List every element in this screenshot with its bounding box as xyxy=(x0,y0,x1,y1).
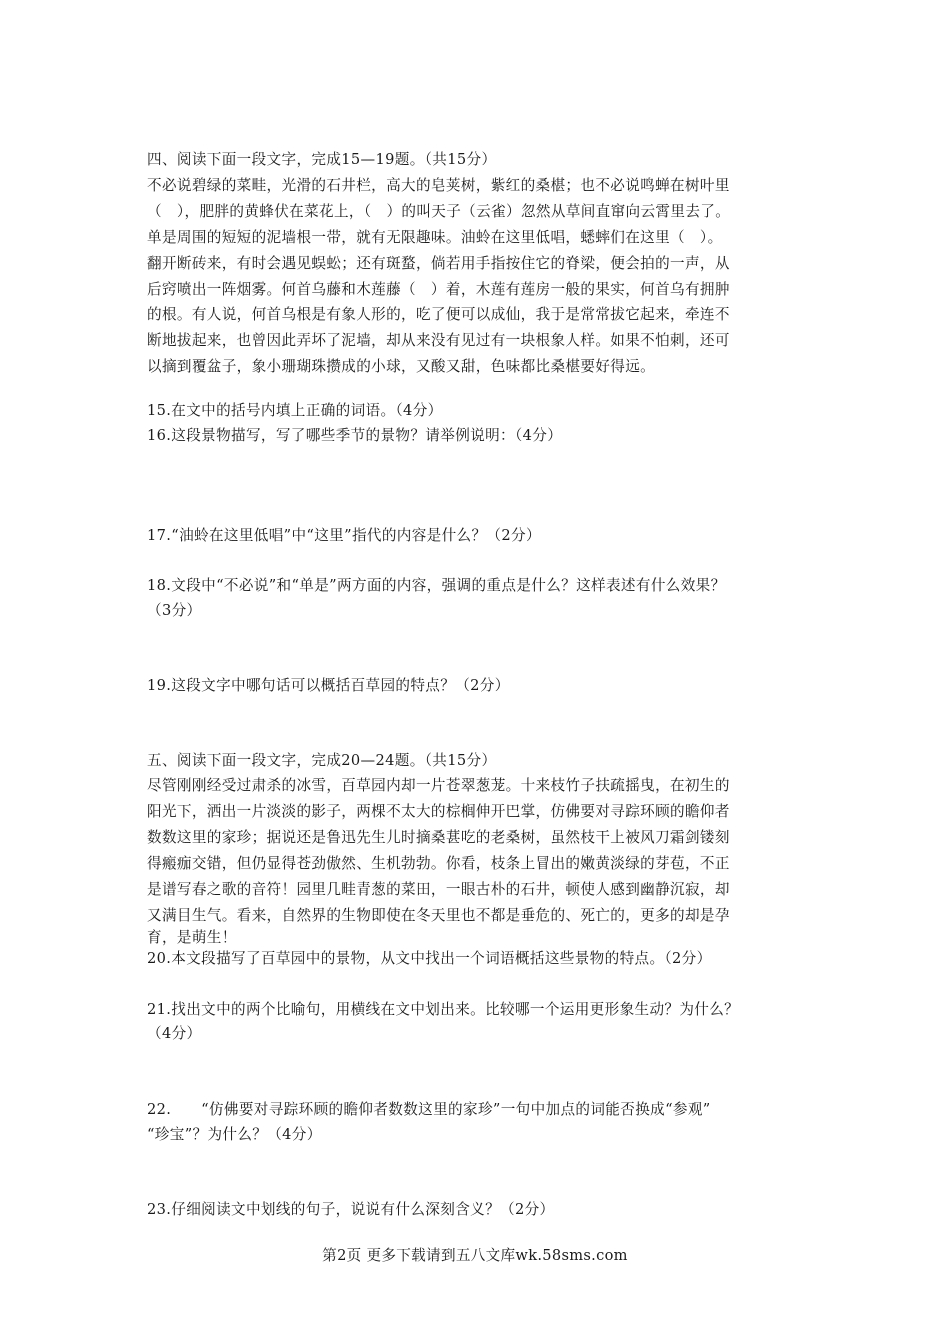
section4-passage-line: 不必说碧绿的菜畦，光滑的石井栏，高大的皂荚树，紫红的桑椹；也不必说鸣蝉在树叶里 xyxy=(147,177,730,194)
question-22: 22. “仿佛要对寻踪环顾的瞻仰者数数这里的家珍”一句中加点的词能否换成“参观” xyxy=(147,1101,711,1118)
question-15: 15.在文中的括号内填上正确的词语。（4分） xyxy=(147,402,443,419)
section5-passage-line: 数数这里的家珍；据说还是鲁迅先生儿时摘桑葚吃的老桑树，虽然枝干上被风刀霜剑镂刻 xyxy=(147,829,730,846)
question-19: 19.这段文字中哪句话可以概括百草园的特点？（2分） xyxy=(147,677,510,694)
section4-passage-line: （ ），肥胖的黄蜂伏在菜花上，（ ）的叫天子（云雀）忽然从草间直窜向云霄里去了。 xyxy=(147,203,731,220)
section4-passage-line: 单是周围的短短的泥墙根一带，就有无限趣味。油蛉在这里低唱，蟋蟀们在这里（ ）。 xyxy=(147,229,723,246)
question-16: 16.这段景物描写，写了哪些季节的景物？请举例说明：（4分） xyxy=(147,427,563,444)
section5-passage-line: 又满目生气。看来，自然界的生物即使在冬天里也不都是垂危的、死亡的，更多的却是孕 xyxy=(147,907,730,924)
section4-passage-line: 的根。有人说，何首乌根是有象人形的，吃了便可以成仙，我于是常常拔它起来，牵连不 xyxy=(147,306,730,323)
section5-passage-line: 阳光下，洒出一片淡淡的影子，两棵不太大的棕榈伸开巴掌，仿佛要对寻踪环顾的瞻仰者 xyxy=(147,803,730,820)
section5-passage-line: 育，是萌生！ xyxy=(147,929,237,946)
question-22-cont: “珍宝”？为什么？（4分） xyxy=(147,1126,322,1143)
question-20: 20.本文段描写了百草园中的景物，从文中找出一个词语概括这些景物的特点。（2分） xyxy=(147,950,712,967)
section5-passage-line: 尽管刚刚经受过肃杀的冰雪，百草园内却一片苍翠葱茏。十来枝竹子扶疏摇曳，在初生的 xyxy=(147,777,730,794)
question-18-cont: （3分） xyxy=(147,602,202,619)
section4-heading: 四、阅读下面一段文字，完成15—19题。（共15分） xyxy=(147,151,497,168)
section4-passage-line: 断地拔起来，也曾因此弄坏了泥墙，却从来没有见过有一块根象人样。如果不怕刺，还可 xyxy=(147,332,730,349)
question-21-cont: （4分） xyxy=(147,1025,202,1042)
section4-passage-line: 翻开断砖来，有时会遇见蜈蚣；还有斑蝥，倘若用手指按住它的脊梁，便会拍的一声，从 xyxy=(147,255,730,272)
section4-passage-line: 以摘到覆盆子，象小珊瑚珠攒成的小球，又酸又甜，色味都比桑椹要好得远。 xyxy=(147,358,656,375)
question-21: 21.找出文中的两个比喻句，用横线在文中划出来。比较哪一个运用更形象生动？为什么？ xyxy=(147,1001,740,1018)
section4-passage-line: 后窍喷出一阵烟雾。何首乌藤和木莲藤（ ）着，木莲有莲房一般的果实，何首乌有拥肿 xyxy=(147,281,730,298)
question-17: 17.“油蛉在这里低唱”中“这里”指代的内容是什么？（2分） xyxy=(147,527,541,544)
question-18: 18.文段中“不必说”和“单是”两方面的内容，强调的重点是什么？这样表述有什么效果？ xyxy=(147,577,726,594)
section5-passage-line: 得瘢痂交错，但仍显得苍劲傲然、生机勃勃。你看，枝条上冒出的嫩黄淡绿的芽苞，不正 xyxy=(147,855,730,872)
section5-heading: 五、阅读下面一段文字，完成20—24题。（共15分） xyxy=(147,752,497,769)
page-footer: 第2页 更多下载请到五八文库wk.58sms.com xyxy=(322,1247,628,1264)
section5-passage-line: 是谱写春之歌的音符！园里几畦青葱的菜田，一眼古朴的石井，顿使人感到幽静沉寂，却 xyxy=(147,881,730,898)
question-23: 23.仔细阅读文中划线的句子，说说有什么深刻含义？（2分） xyxy=(147,1201,555,1218)
